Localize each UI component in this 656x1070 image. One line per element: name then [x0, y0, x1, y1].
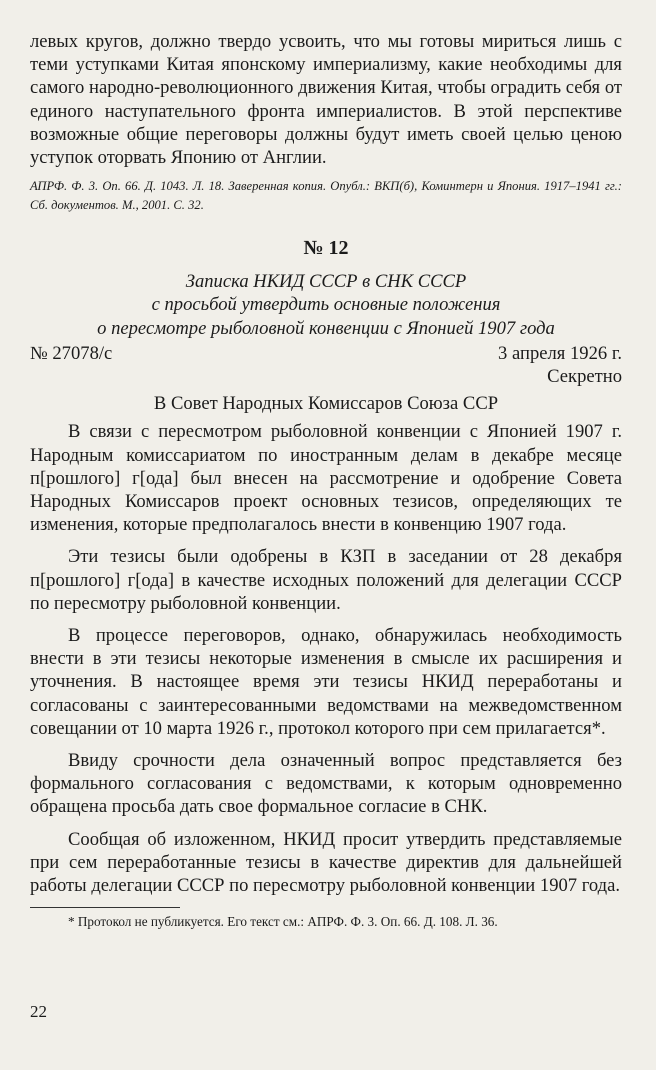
document-number: № 12	[303, 237, 349, 260]
reference-number: № 27078/с	[30, 342, 113, 364]
body-paragraph-3: В процессе переговоров, однако, обнаружилась необходимость внести в эти тезисы некоторые изменения в смысле их расширения и уточнения. В настоящее время эти тезисы НКИД переработаны и согласованы с заинтересованными ведомствами на межведомственном совещании от 10 марта 1926 г., протокол которого при сем прилагается*.	[30, 625, 622, 739]
document-title-line-2: с просьбой утвердить основные положения	[151, 294, 501, 316]
document-title-line-1: Записка НКИД СССР в СНК СССР	[185, 271, 467, 293]
body-paragraph-5: Сообщая об изложенном, НКИД просит утвердить представляемые при сем переработанные тезисы в качестве директив для дальнейшей работы делегации СССР по пересмотру рыболовной конвенции 1907 года.	[30, 828, 622, 897]
document-page	[30, 30, 622, 931]
footnote: * Протокол не публикуется. Его текст см.: АПРФ. Ф. 3. Оп. 66. Д. 108. Л. 36.	[68, 914, 498, 930]
document-date: 3 апреля 1926 г.	[498, 342, 622, 364]
classification-stamp: Секретно	[547, 366, 622, 388]
archive-citation: АПРФ. Ф. 3. Оп. 66. Д. 1043. Л. 18. Заверенная копия. Опубл.: ВКП(б), Коминтерн и Япония. 1917–1941 гг.: Сб. документов. М., 2001. С. 32.	[30, 179, 622, 213]
footnote-divider	[30, 907, 180, 908]
reference-date-row	[30, 342, 622, 365]
document-title-line-3: о пересмотре рыболовной конвенции с Японией 1907 года	[97, 317, 555, 339]
body-paragraph-4: Ввиду срочности дела означенный вопрос представляется без формального согласования с ведомствами, к которым одновременно обращена просьба дать свое формальное согласие в СНК.	[30, 750, 622, 818]
continuation-paragraph: левых кругов, должно твердо усвоить, что мы готовы мириться лишь с теми уступками Китая японскому империализму, какие необходимы для самого народно-революционного движения Китая, чтобы оградить себя от единого наступательного фронта империалистов. В этой перспективе возможные общие переговоры должны будут иметь своей целью ценою уступок оторвать Японию от Англии.	[30, 31, 622, 169]
page-number: 22	[30, 1002, 47, 1021]
addressee: В Совет Народных Комиссаров Союза ССР	[153, 393, 499, 415]
body-paragraph-2: Эти тезисы были одобрены в КЗП в заседании от 28 декабря п[рошлого] г[ода] в качестве исходных положений для делегации СССР по пересмотру рыболовной конвенции.	[30, 546, 622, 614]
body-paragraph-1: В связи с пересмотром рыболовной конвенции с Японией 1907 г. Народным комиссариатом по иностранным делам в декабре месяце п[рошлого] г[ода] был внесен на рассмотрение и одобрение Совета Народных Комиссаров проект основных тезисов, определяющих те изменения, которые предполагалось внести в конвенцию 1907 года.	[30, 421, 622, 536]
